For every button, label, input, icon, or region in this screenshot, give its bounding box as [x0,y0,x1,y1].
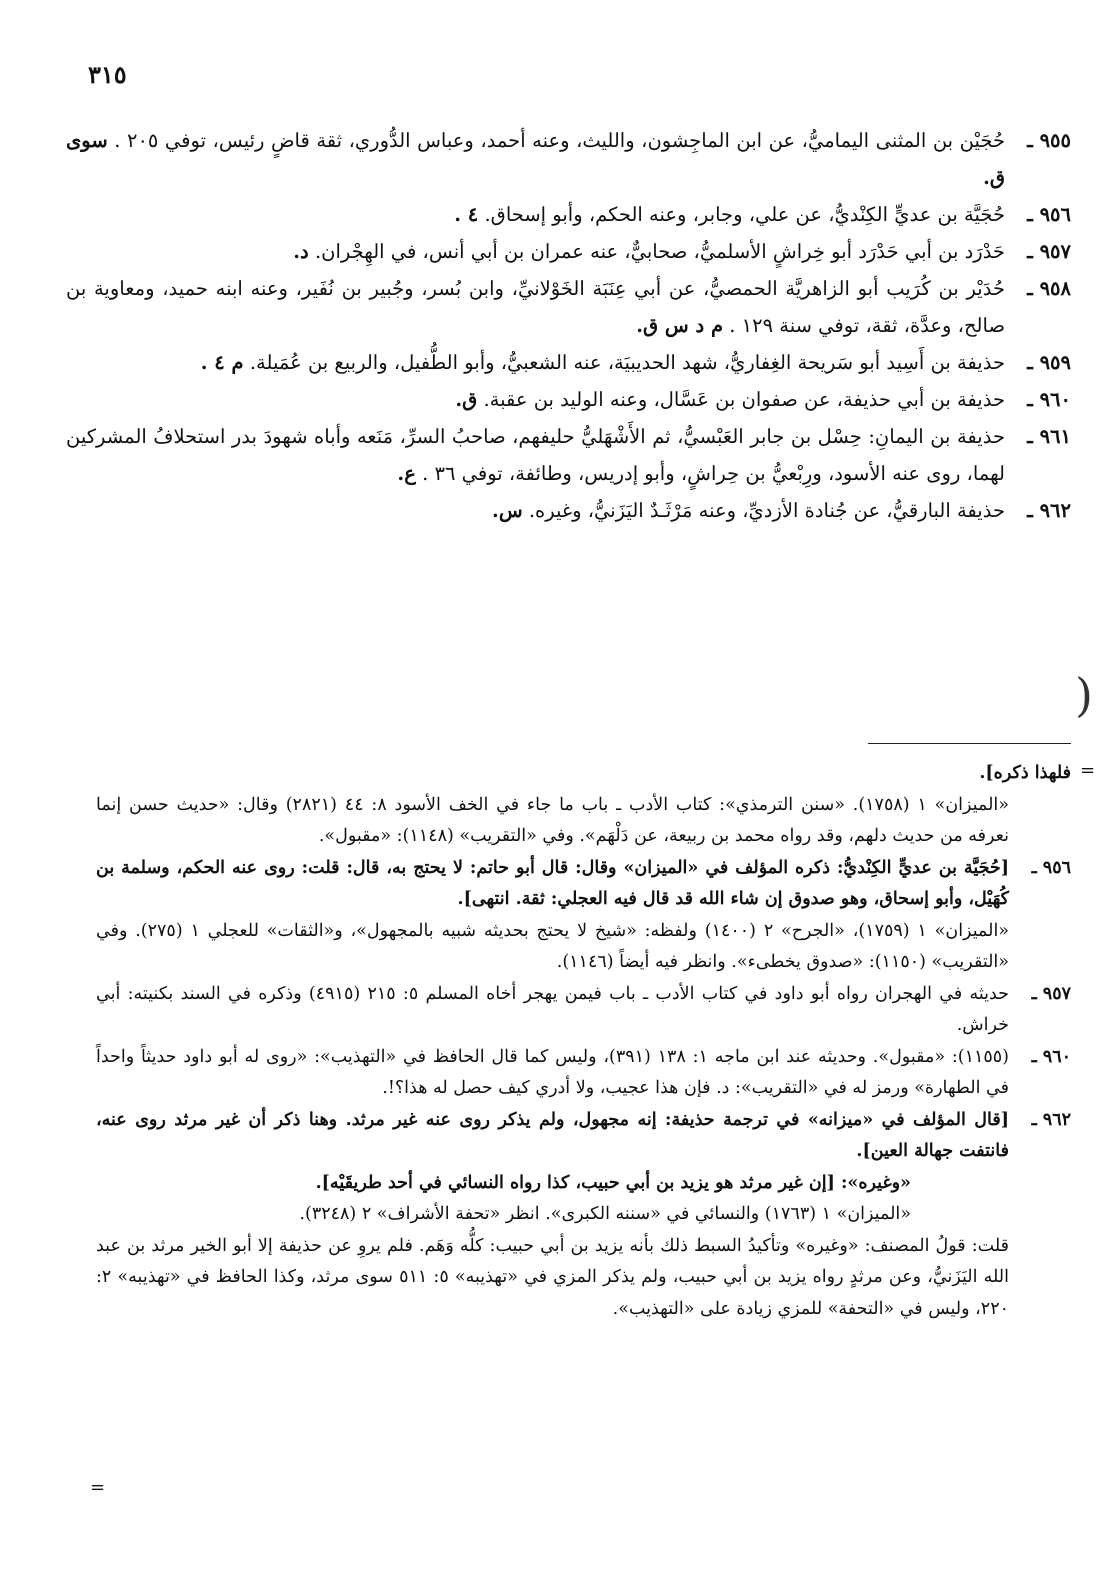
entry-text: حَدْرَد بن أبي حَدْرَد أبو خِراشٍ الأسلميُّ، صحابيٌّ، عنه عمران بن أبي أنس، في الهِجْران. [314,240,1005,263]
entry-code: سوى ق. [66,129,1005,189]
footnote [96,1042,1071,1105]
footnote [96,853,1071,916]
entry-code: ق. [455,388,478,411]
footnote-text: «الميزان» ١ (١٧٥٩)، «الجرح» ٢ (١٤٠٠) ولفظه: «شيخ لا يحتج بحديثه شبيه بالمجهول»، و«الثقات» للعجلي ١ (٢٧٥). وفي «التقريب» (١١٥٠): «صدوق يخطىء». وانظر فيه أيضاً (١١٤٦). [96,920,1010,972]
biography-entry [66,122,1071,196]
footnote-text: «الميزان» ١ (١٧٥٨). «سنن الترمذي»: كتاب الأدب ـ باب ما جاء في الخف الأسود ٨: ٤٤ (٢٨٢١) وقال: «حديث حسن إنما نعرفه من حديث دلهم، وقد رواه محمد بن ربيعة، عن دَلْهَم». وفي «التقريب» (١١٤٨): «مقبول». [96,794,1009,846]
entry-text: حُدَيْر بن كُرَيب أبو الزاهريَّة الحمصيُّ، عن أبي عِنَبَة الخَوْلانيِّ، وابن بُسر، وجُبير بن نُفَير، وعنه ابنه حميد، ومعاوية بن صالح، وعدَّة، ثقة، توفي سنة ١٢٩ . [66,277,1005,337]
entry-code: د. [293,240,309,263]
footnote [96,979,1071,1042]
entry-text: حذيفة بن اليمانِ: حِسْل بن جابر العَبْسيُّ، ثم الأَشْهَليُّ حليفهم، صاحبُ السرِّ، مَنَعه وأباه شهودَ بدر استحلافُ المشركين لهما، روى عنه الأسود، ورِبْعيُّ بن حِراشٍ، وأبو إدريس، وطائفة، توفي ٣٦ . [66,425,1005,485]
entry-number: ٩٦١ ـ [1027,425,1071,448]
entry-text: حذيفة بن أبي حذيفة، عن صفوان بن عَسَّال، وعنه الوليد بن عقبة. [483,388,1005,411]
entry-number: ٩٦٠ ـ [1027,388,1071,411]
footnote [96,1231,1071,1326]
footnote [96,758,1071,790]
entry-number: ٩٥٩ ـ [1027,351,1071,374]
footnotes [96,758,1071,1325]
end-continuation-mark: = [90,1477,106,1498]
biography-entry [66,381,1071,418]
footnote [96,916,1071,979]
footnote-number: ٩٥٧ ـ [1031,983,1071,1004]
entry-text: حذيفة بن أَسِيد أبو سَريحة الغِفاريُّ، شهد الحديبيَة، عنه الشعبيُّ، وأبو الطُّفيل، والربيع بن عُمَيلة. [249,351,1005,374]
entry-code: س. [492,499,523,522]
entry-number: ٩٥٨ ـ [1027,277,1071,300]
margin-bracket: ( [1075,668,1093,722]
footnote-text: حديثه في الهجران رواه أبو داود في كتاب الأدب ـ باب فيمن يهجر أخاه المسلم ٥: ٢١٥ (٤٩١٥) وذكره في السند بكنيته: أبي خراش. [96,983,1010,1035]
biography-entry [66,233,1071,270]
footnote-separator [868,743,1071,744]
entry-code: م د س ق. [636,314,724,337]
entry-text: حُجَيْن بن المثنى اليماميُّ، عن ابن الماجِشون، والليث، وعنه أحمد، وعباس الدُّوري، ثقة قاضٍ رئيس، توفي ٢٠٥ . [114,129,1005,152]
biography-entry [66,492,1071,529]
entry-text: حذيفة البارقيُّ، عن جُنادة الأزديِّ، وعنه مَرْثَـدٌ اليَزَنيُّ، وغيره. [528,499,1005,522]
footnote [96,1105,1071,1168]
continuation-mark: = [1080,760,1096,781]
footnote-number: ٩٥٦ ـ [1031,857,1071,878]
main-text [66,122,1071,529]
entry-number: ٩٥٧ ـ [1027,240,1071,263]
entry-number: ٩٥٥ ـ [1027,129,1071,152]
biography-entry [66,344,1071,381]
footnote-number: ٩٦٠ ـ [1031,1046,1071,1067]
page-number: ٣١٥ [88,60,127,89]
footnote [96,790,1071,853]
entry-number: ٩٥٦ ـ [1027,203,1071,226]
entry-text: حُجَيَّة بن عديٍّ الكِنْديُّ، عن علي، وجابر، وعنه الحكم، وأبو إسحاق. [484,203,1005,226]
footnote-text: [قال المؤلف في «ميزانه» في ترجمة حذيفة: إنه مجهول، ولم يذكر روى عنه غير مرثد. وهنا ذكر أن غير مرثد روى عنه، فانتفت جهالة العين]. [96,1109,1009,1161]
entry-code: م ٤ . [200,351,244,374]
footnote-text: قلت: قولُ المصنف: «وغيره» وتأكيدُ السبط ذلك بأنه يزيد بن أبي حبيب: كلُّه وَهَم. فلم يروِ عن حذيفة إلا أبو الخير مرثد بن عبد الله اليَزَنيُّ، وعن مرثدٍ رواه يزيد بن أبي حبيب، ولم يذكر المزي في «تهذيبه» ٥: ٥١١ سوى مرثد، وكذا الحافظ في «تهذيبه» ٢: ٢٢٠، وليس في «التحفة» للمزي زيادة على «التهذيب». [96,1235,1009,1319]
biography-entry [66,418,1071,492]
footnote [96,1168,1071,1200]
footnote-number: ٩٦٢ ـ [1031,1109,1071,1130]
footnote-text: (١١٥٥): «مقبول». وحديثه عند ابن ماجه ١: ١٣٨ (٣٩١)، وليس كما قال الحافظ في «التهذيب»: «روى له أبو داود حديثاً واحداً في الطهارة» ورمز له في «التقريب»: د. فإن هذا عجيب، ولا أدري كيف حصل له هذا؟!. [96,1046,1009,1098]
entry-number: ٩٦٢ ـ [1027,499,1071,522]
footnote-text: [حُجَيَّة بن عديٍّ الكِنْديُّ: ذكره المؤلف في «الميزان» وقال: قال أبو حاتم: لا يحتج به، قال: قلت: روى عنه الحكم، وسلمة بن كُهَيْل، وأبو إسحاق، وهو صدوق إن شاء الله قد قال فيه العجلي: ثقة. انتهى]. [96,857,1009,909]
footnote-text: فلهذا ذكره]. [979,763,1071,783]
biography-entry [66,270,1071,344]
entry-code: ع. [397,462,416,485]
entry-code: ٤ . [454,203,479,226]
footnote [96,1199,1071,1231]
footnote-text: «وغيره»: [إن غير مرثد هو يزيد بن أبي حبيب، كذا رواه النسائي في أحد طريقَيْه]. [315,1172,911,1193]
footnote-text: «الميزان» ١ (١٧٦٣) والنسائي في «سننه الكبرى». انظر «تحفة الأشراف» ٢ (٣٢٤٨). [299,1204,911,1224]
biography-entry [66,196,1071,233]
